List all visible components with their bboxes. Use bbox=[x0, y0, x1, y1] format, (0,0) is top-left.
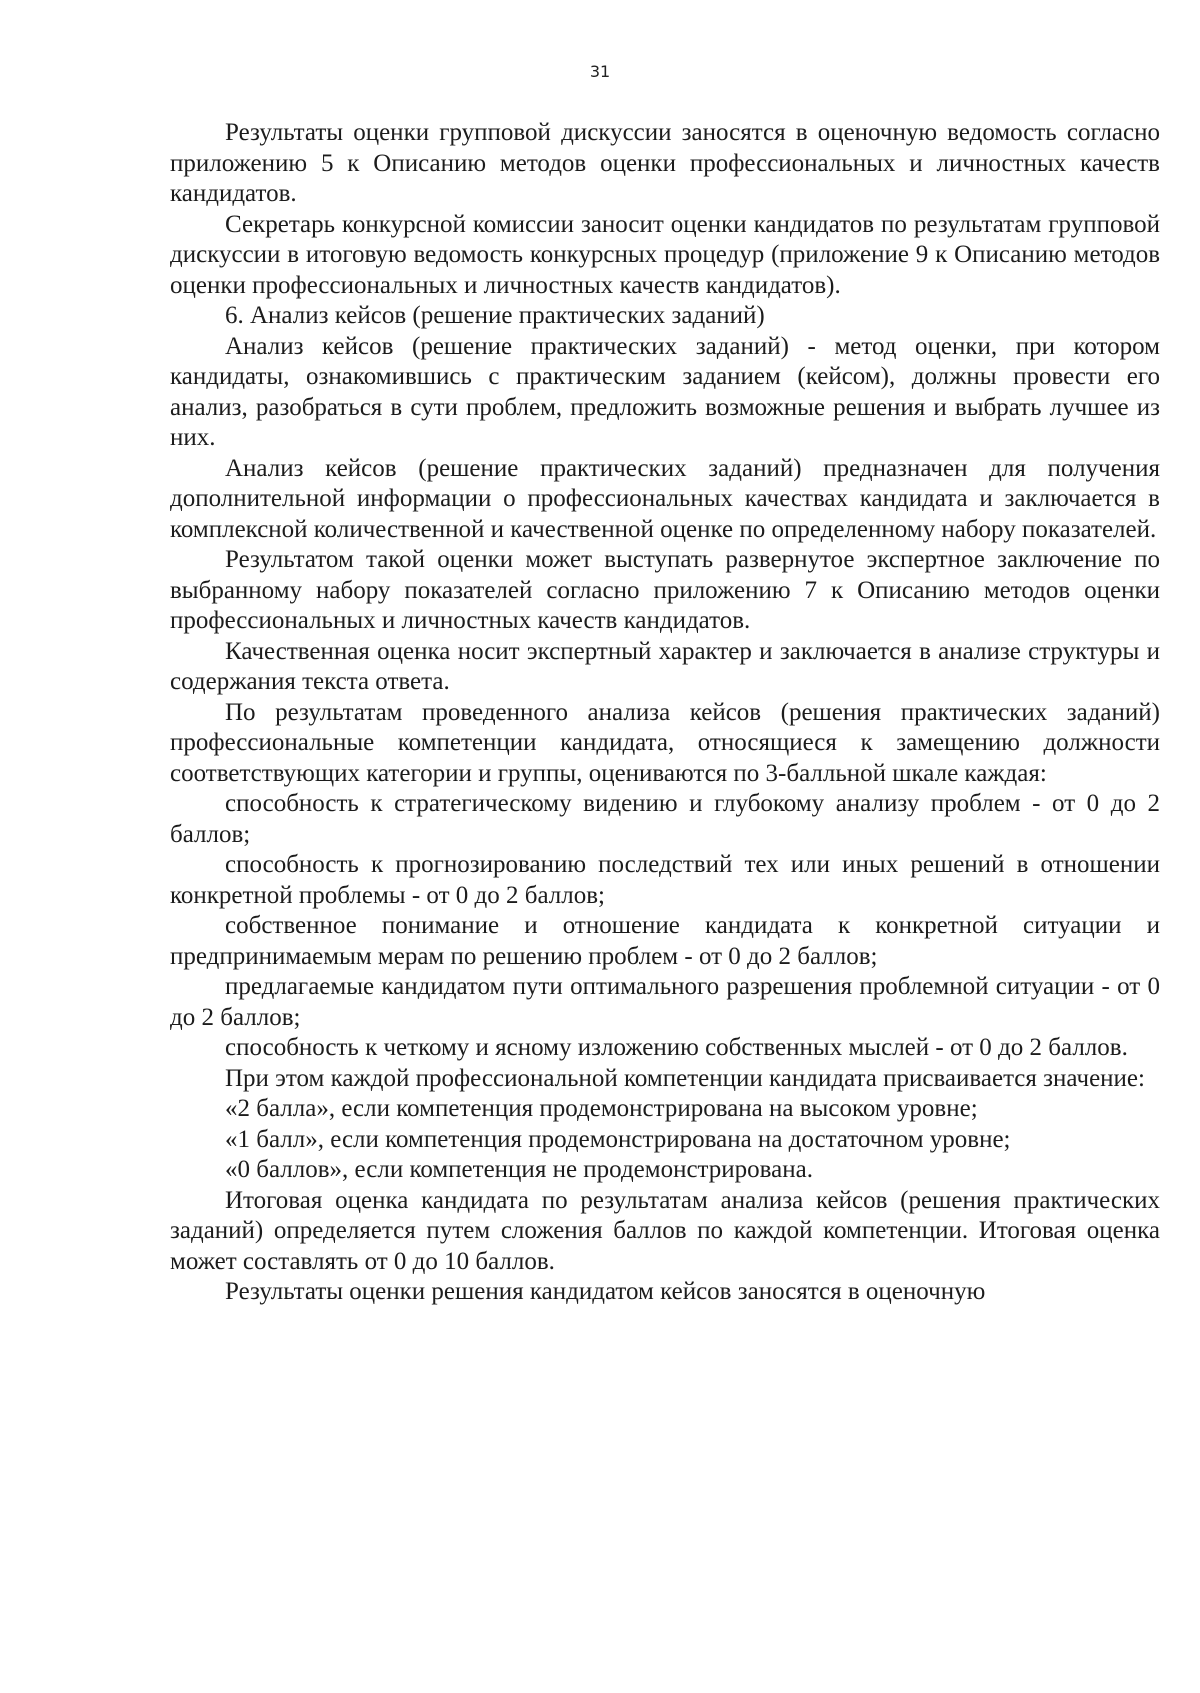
list-item: «0 баллов», если компетенция не продемонстрирована. bbox=[225, 1156, 813, 1183]
section-heading: 6. Анализ кейсов (решение практических заданий) bbox=[225, 302, 765, 329]
paragraph: По результатам проведенного анализа кейсов (решения практических заданий) профессиональные компетенции кандидата, относящиеся к замещению должности соответствующих категории и группы, оцениваются по 3-балльной шкале каждая: bbox=[170, 698, 1160, 787]
list-item: способность к прогнозированию последствий тех или иных решений в отношении конкретной проблемы - от 0 до 2 баллов; bbox=[170, 851, 1160, 909]
paragraph: Анализ кейсов (решение практических заданий) предназначен для получения дополнительной информации о профессиональных качествах кандидата и заключается в комплексной количественной и качественной оценке по определенному набору показателей. bbox=[170, 454, 1160, 543]
paragraph: Секретарь конкурсной комиссии заносит оценки кандидатов по результатам групповой дискуссии в итоговую ведомость конкурсных процедур (приложение 9 к Описанию методов оценки профессиональных и личностных качеств кандидатов). bbox=[170, 210, 1160, 299]
list-item: способность к стратегическому видению и глубокому анализу проблем - от 0 до 2 баллов; bbox=[170, 790, 1160, 848]
paragraph: Результаты оценки групповой дискуссии заносятся в оценочную ведомость согласно приложению 5 к Описанию методов оценки профессиональных и личностных качеств кандидатов. bbox=[170, 119, 1160, 207]
paragraph: При этом каждой профессиональной компетенции кандидата присваивается значение: bbox=[225, 1064, 1145, 1092]
paragraph: Итоговая оценка кандидата по результатам анализа кейсов (решения практических заданий) определяется путем сложения баллов по каждой компетенции. Итоговая оценка может составлять от 0 до 10 баллов. bbox=[170, 1186, 1160, 1275]
list-item: способность к четкому и ясному изложению собственных мыслей - от 0 до 2 баллов. bbox=[225, 1034, 1128, 1061]
list-item: «2 балла», если компетенция продемонстрирована на высоком уровне; bbox=[225, 1095, 978, 1122]
page-number: 31 bbox=[589, 62, 611, 81]
document-body bbox=[170, 118, 1160, 1308]
list-item: собственное понимание и отношение кандидата к конкретной ситуации и предпринимаемым мерам по решению проблем - от 0 до 2 баллов; bbox=[170, 912, 1160, 970]
paragraph: Результаты оценки решения кандидатом кейсов заносятся в оценочную bbox=[225, 1278, 986, 1305]
paragraph: Результатом такой оценки может выступать развернутое экспертное заключение по выбранному набору показателей согласно приложению 7 к Описанию методов оценки профессиональных и личностных качеств кандидатов. bbox=[170, 546, 1160, 634]
paragraph: Качественная оценка носит экспертный характер и заключается в анализе структуры и содержания текста ответа. bbox=[170, 637, 1160, 695]
list-item: «1 балл», если компетенция продемонстрирована на достаточном уровне; bbox=[225, 1125, 1011, 1153]
list-item: предлагаемые кандидатом пути оптимального разрешения проблемной ситуации - от 0 до 2 баллов; bbox=[170, 973, 1160, 1031]
paragraph: Анализ кейсов (решение практических заданий) - метод оценки, при котором кандидаты, ознакомившись с практическим заданием (кейсом), должны провести его анализ, разобраться в сути проблем, предложить возможные решения и выбрать лучшее из них. bbox=[170, 332, 1160, 451]
